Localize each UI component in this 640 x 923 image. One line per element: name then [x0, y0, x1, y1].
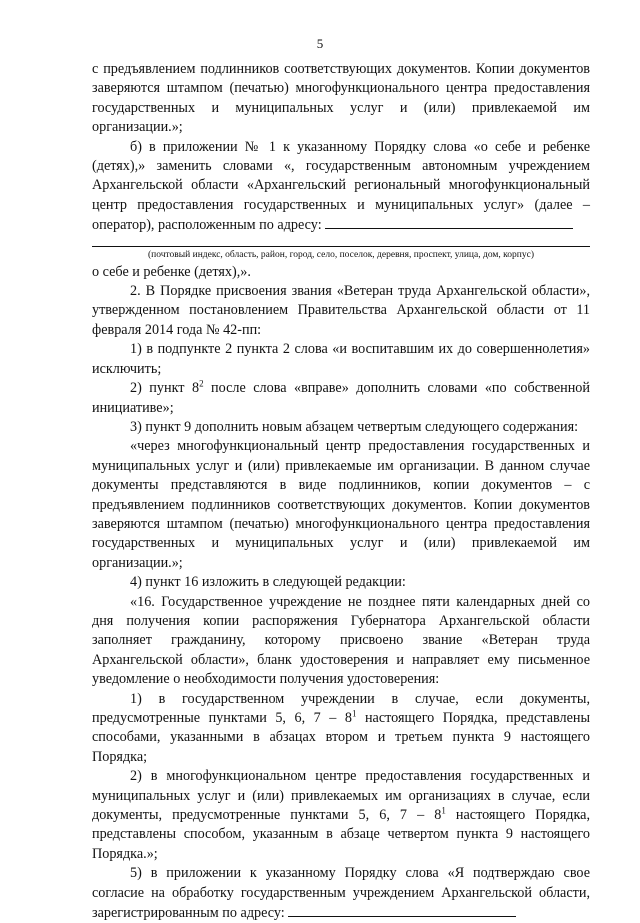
paragraph: [92, 767, 590, 864]
paragraph-text: 3) пункт 9 дополнить новым абзацем четвертым следующего содержания:: [130, 418, 579, 435]
paragraph-text: настоящего Порядка, представлены способом, указанным в абзаце четвертом пункта 9 настоящего Порядка.»;: [92, 807, 590, 862]
paragraph: [92, 340, 590, 379]
address-caption: (почтовый индекс, область, район, город, село, поселок, деревня, проспект, улица, дом, корпус): [147, 249, 534, 260]
superscript: 2: [199, 378, 204, 389]
paragraph: [92, 263, 590, 282]
paragraph-text: 1) в подпункте 2 пункта 2 слова «и воспитавшим их до совершеннолетия» исключить;: [92, 341, 590, 377]
paragraph-text: 5) в приложении к указанному Порядку слова «Я подтверждаю свое согласие на обработку государственным учреждением Архангельской области, зарегистрированным по адресу:: [92, 865, 590, 922]
paragraph: [92, 60, 590, 138]
paragraph: [92, 379, 590, 418]
superscript: 1: [441, 805, 446, 816]
paragraph: [92, 593, 590, 690]
address-blank: [325, 215, 573, 229]
paragraph: [92, 282, 590, 340]
paragraph-text: «через многофункциональный центр предоставления государственных и муниципальных услуг и (или) привлекаемые им организации. В данном случае документы представляются в виде подлинников, копии документов – с предъявлением подлинников соответствующих документов. Копии документов заверяются штампом (печатью) многофункционального центра предоставления государственных и муниципальных услуг и (или) привлекаемой им организации.»;: [92, 438, 590, 571]
paragraph: [92, 418, 590, 437]
paragraph-text: 2) пункт 8: [130, 380, 200, 397]
paragraph-text: о себе и ребенке (детях),».: [92, 263, 251, 280]
document-body: [92, 60, 590, 923]
address-line: [92, 246, 590, 247]
paragraph-text: «16. Государственное учреждение не позднее пяти календарных дней со дня получения копии распоряжения Губернатора Архангельской области заполняет гражданину, которому присвоено звание «Ветеран труда Архангельской области», бланк удостоверения и направляет ему письменное уведомление о необходимости получения удостоверения:: [92, 593, 590, 688]
paragraph-text: с предъявлением подлинников соответствующих документов. Копии документов заверяются штампом (печатью) многофункционального центра предоставления государственных и муниципальных услуг и (или) привлекаемой им организации.»;: [92, 61, 590, 136]
paragraph: [92, 573, 590, 592]
page-number: 5: [316, 36, 324, 51]
paragraph-text: настоящего Порядка, представлены способами, указанными в абзацах втором и третьем пункта 9 настоящего Порядка;: [92, 710, 590, 765]
paragraph: [92, 690, 590, 768]
paragraph-text: 1) в государственном учреждении в случае, если документы, предусмотренные пунктами 5, 6, 7 – 8: [92, 690, 590, 726]
paragraph: [92, 138, 590, 236]
address-blank: [288, 903, 516, 917]
paragraph: [92, 864, 590, 923]
superscript: 1: [351, 708, 357, 719]
paragraph-text: после слова «вправе» дополнить словами «по собственной инициативе»;: [92, 380, 590, 416]
paragraph: [92, 437, 590, 573]
paragraph-text: 2) в многофункциональном центре предоставления государственных и муниципальных услуг и (или) привлекаемых им организациях в случае, если документы, предусмотренные пунктами 5, 6, 7 – 8: [92, 768, 590, 824]
paragraph-text: б) в приложении № 1 к указанному Порядку слова «о себе и ребенке (детях),» заменить словами «, государственным автономным учреждением Архангельской области «Архангельский региональный многофункциональный центр предоставления государственных и муниципальных услуг» (далее – оператор), расположенным по адресу:: [92, 138, 590, 234]
paragraph-text: 4) пункт 16 изложить в следующей редакции:: [130, 574, 406, 591]
paragraph-text: 2. В Порядке присвоения звания «Ветеран труда Архангельской области», утвержденном постановлением Правительства Архангельской области от 11 февраля 2014 года № 42-пп:: [92, 283, 590, 338]
